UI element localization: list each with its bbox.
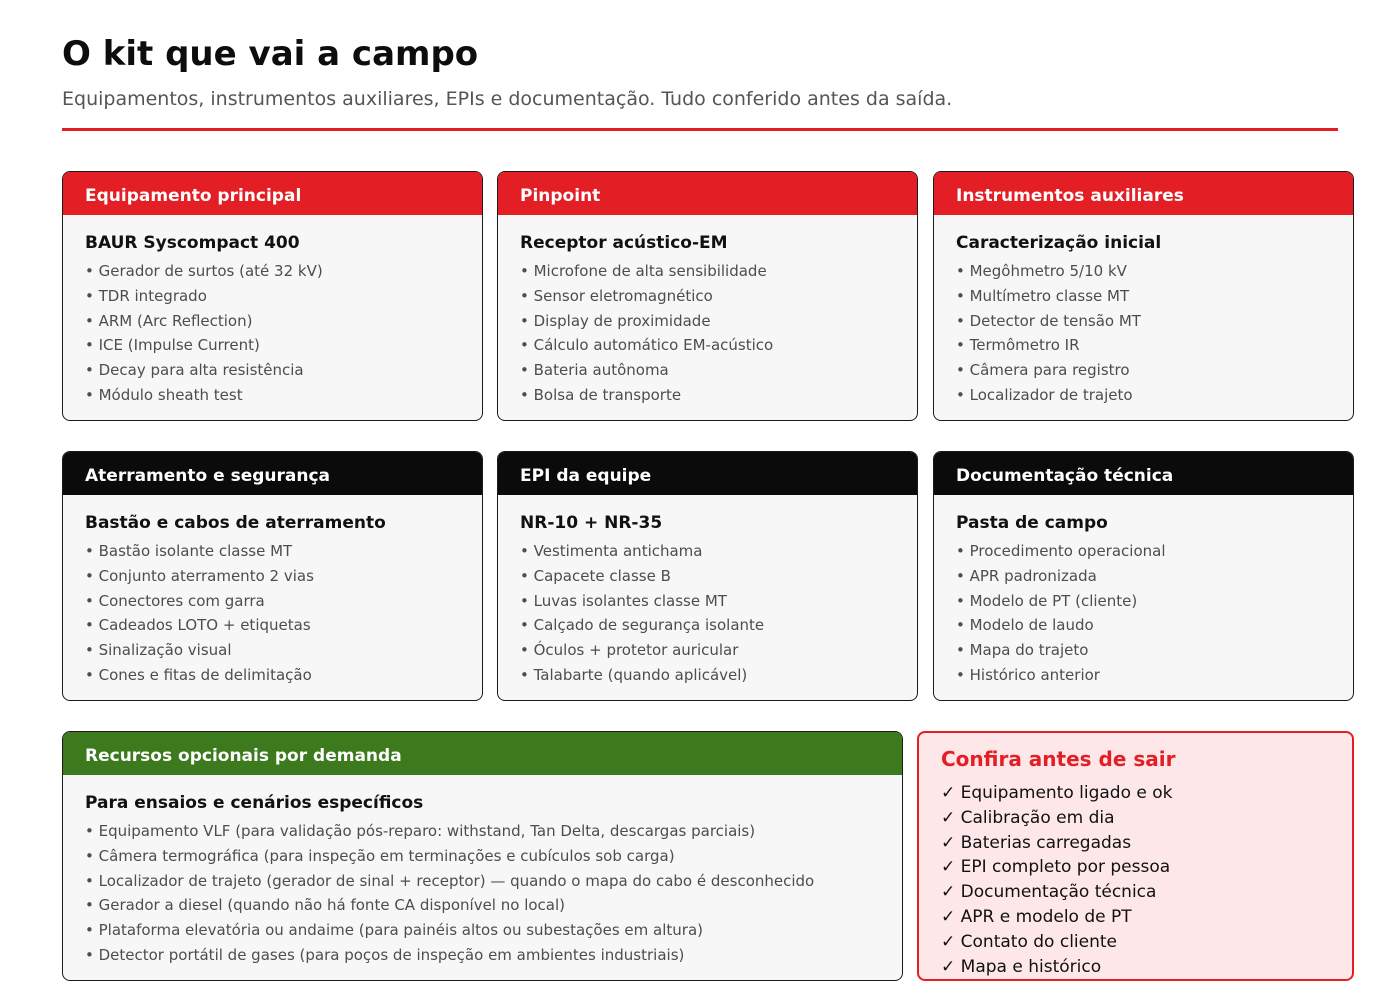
- page-subtitle: Equipamentos, instrumentos auxiliares, EPIs e documentação. Tudo conferido antes da saída.: [62, 88, 953, 110]
- card-aterramento-seguranca: [62, 451, 483, 701]
- card-list: [520, 259, 917, 408]
- card-list: [956, 259, 1353, 408]
- card-header: Documentação técnica: [934, 452, 1353, 495]
- checklist-item: ✓ Contato do cliente: [941, 931, 1117, 952]
- checklist-title: Confira antes de sair: [941, 747, 1176, 771]
- list-item: • Histórico anterior: [956, 665, 1100, 684]
- card-pinpoint: [497, 171, 918, 421]
- card-header: Recursos opcionais por demanda: [63, 732, 902, 775]
- list-item: • Display de proximidade: [520, 311, 711, 330]
- card-list: [85, 539, 482, 688]
- list-item: • Óculos + protetor auricular: [520, 641, 739, 660]
- list-item: • Detector de tensão MT: [956, 311, 1141, 330]
- list-item: • TDR integrado: [85, 286, 207, 305]
- list-item: • Sinalização visual: [85, 641, 232, 660]
- list-item: • Megôhmetro 5/10 kV: [956, 262, 1127, 280]
- list-item: • Talabarte (quando aplicável): [520, 665, 748, 684]
- list-item: • Cones e fitas de delimitação: [85, 665, 312, 684]
- header-divider: [62, 128, 1338, 131]
- card-subtitle: BAUR Syscompact 400: [85, 233, 300, 253]
- card-subtitle: Receptor acústico-EM: [520, 233, 728, 253]
- list-item: • ICE (Impulse Current): [85, 336, 260, 355]
- list-item: • Cálculo automático EM-acústico: [520, 336, 774, 355]
- card-subtitle: Para ensaios e cenários específicos: [85, 793, 424, 813]
- list-item: • Bolsa de transporte: [520, 385, 682, 404]
- list-item: • Procedimento operacional: [956, 542, 1166, 560]
- list-item: • Decay para alta resistência: [85, 361, 304, 380]
- card-list: [520, 539, 917, 688]
- list-item: • APR padronizada: [956, 566, 1097, 585]
- checklist-box: [917, 731, 1354, 981]
- list-item: • Gerador a diesel (quando não há fonte CA disponível no local): [85, 896, 565, 915]
- card-epi-equipe: [497, 451, 918, 701]
- card-list: [85, 819, 902, 968]
- list-item: • Conjunto aterramento 2 vias: [85, 566, 314, 585]
- checklist-item: ✓ Baterias carregadas: [941, 832, 1132, 853]
- checklist-item: ✓ APR e modelo de PT: [941, 906, 1132, 927]
- card-subtitle: Pasta de campo: [956, 513, 1108, 533]
- list-item: • Módulo sheath test: [85, 385, 243, 404]
- list-item: • Mapa do trajeto: [956, 641, 1089, 660]
- list-item: • Modelo de PT (cliente): [956, 591, 1138, 610]
- list-item: • Equipamento VLF (para validação pós-reparo: withstand, Tan Delta, descargas parciais): [85, 822, 756, 840]
- checklist-item: ✓ Mapa e histórico: [941, 956, 1102, 977]
- list-item: • Capacete classe B: [520, 566, 671, 585]
- list-item: • Câmera termográfica (para inspeção em terminações e cubículos sob carga): [85, 846, 675, 865]
- card-list: [85, 259, 482, 408]
- list-item: • Sensor eletromagnético: [520, 286, 713, 305]
- card-equipamento-principal: [62, 171, 483, 421]
- list-item: • Luvas isolantes classe MT: [520, 591, 727, 610]
- list-item: • Detector portátil de gases (para poços de inspeção em ambientes industriais): [85, 945, 685, 964]
- list-item: • Vestimenta antichama: [520, 542, 703, 560]
- card-recursos-opcionais: [62, 731, 903, 981]
- list-item: • Modelo de laudo: [956, 616, 1094, 635]
- checklist-item: ✓ Documentação técnica: [941, 882, 1157, 903]
- list-item: • Plataforma elevatória ou andaime (para painéis altos ou subestações em altura): [85, 921, 703, 940]
- list-item: • Multímetro classe MT: [956, 286, 1130, 305]
- list-item: • Conectores com garra: [85, 591, 265, 610]
- list-item: • Câmera para registro: [956, 361, 1130, 380]
- card-header: EPI da equipe: [498, 452, 917, 495]
- list-item: • Localizador de trajeto: [956, 385, 1133, 404]
- card-header: Aterramento e segurança: [63, 452, 482, 495]
- card-list: [956, 539, 1353, 688]
- card-subtitle: Caracterização inicial: [956, 233, 1162, 253]
- card-header: Pinpoint: [498, 172, 917, 215]
- list-item: • Termômetro IR: [956, 336, 1080, 355]
- card-subtitle: Bastão e cabos de aterramento: [85, 513, 386, 533]
- list-item: • Bastão isolante classe MT: [85, 542, 293, 560]
- list-item: • Bateria autônoma: [520, 361, 669, 380]
- checklist-item: ✓ Equipamento ligado e ok: [941, 783, 1173, 803]
- list-item: • Gerador de surtos (até 32 kV): [85, 262, 323, 280]
- card-header: Instrumentos auxiliares: [934, 172, 1353, 215]
- checklist-item: ✓ Calibração em dia: [941, 807, 1115, 828]
- list-item: • ARM (Arc Reflection): [85, 311, 253, 330]
- list-item: • Calçado de segurança isolante: [520, 616, 765, 635]
- page-title: O kit que vai a campo: [62, 34, 479, 74]
- list-item: • Cadeados LOTO + etiquetas: [85, 616, 311, 635]
- checklist-list: [941, 781, 1352, 979]
- card-documentacao-tecnica: [933, 451, 1354, 701]
- card-header: Equipamento principal: [63, 172, 482, 215]
- list-item: • Microfone de alta sensibilidade: [520, 262, 767, 280]
- card-instrumentos-auxiliares: [933, 171, 1354, 421]
- checklist-item: ✓ EPI completo por pessoa: [941, 857, 1171, 878]
- list-item: • Localizador de trajeto (gerador de sinal + receptor) — quando o mapa do cabo é desconhecido: [85, 871, 815, 890]
- card-subtitle: NR-10 + NR-35: [520, 513, 663, 533]
